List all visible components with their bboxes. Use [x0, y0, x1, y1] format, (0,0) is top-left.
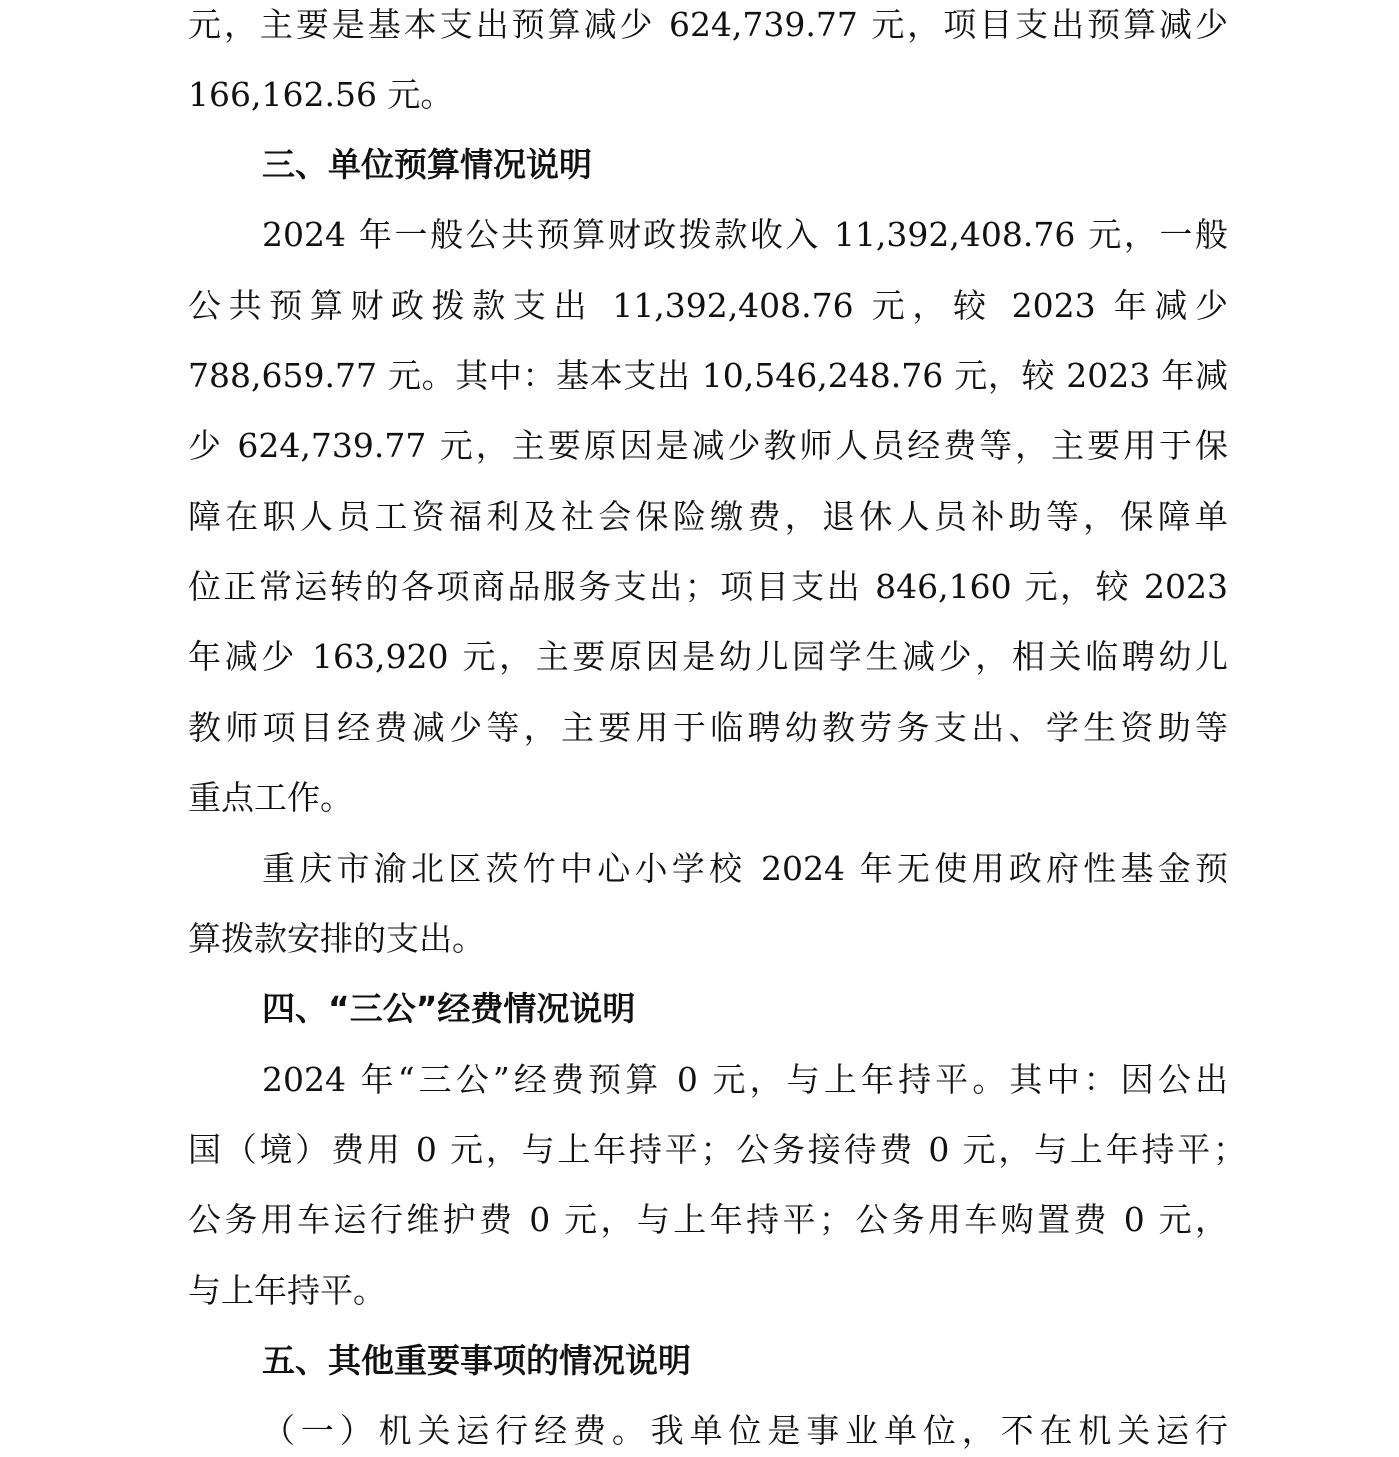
text-line: 公共预算财政拨款支出 11,392,408.76 元，较 2023 年减少 — [188, 286, 1228, 325]
text-line: 算拨款安排的支出。 — [188, 919, 485, 958]
text-line: 166,162.56 元。 — [188, 75, 454, 114]
section-heading: 三、单位预算情况说明 — [262, 145, 592, 184]
text-line: 障在职人员工资福利及社会保险缴费，退休人员补助等，保障单 — [188, 497, 1228, 536]
text-line: （一）机关运行经费。我单位是事业单位，不在机关运行 — [262, 1411, 1228, 1450]
text-line: 重点工作。 — [188, 778, 353, 817]
text-line: 788,659.77 元。其中：基本支出 10,546,248.76 元，较 2023 年减 — [188, 356, 1228, 395]
text-line: 元，主要是基本支出预算减少 624,739.77 元，项目支出预算减少 — [188, 5, 1228, 44]
text-line: 年减少 163,920 元，主要原因是幼儿园学生减少，相关临聘幼儿 — [188, 637, 1228, 676]
text-line: 国（境）费用 0 元，与上年持平；公务接待费 0 元，与上年持平； — [188, 1130, 1246, 1169]
text-line: 位正常运转的各项商品服务支出；项目支出 846,160 元，较 2023 — [188, 567, 1228, 606]
text-line: 与上年持平。 — [188, 1271, 386, 1310]
section-heading: 五、其他重要事项的情况说明 — [262, 1341, 691, 1380]
text-line: 公务用车运行维护费 0 元，与上年持平；公务用车购置费 0 元， — [188, 1200, 1228, 1239]
text-line: 2024 年“三公”经费预算 0 元，与上年持平。其中：因公出 — [262, 1060, 1228, 1099]
text-line: 少 624,739.77 元，主要原因是减少教师人员经费等，主要用于保 — [188, 426, 1228, 465]
text-line: 重庆市渝北区茨竹中心小学校 2024 年无使用政府性基金预 — [262, 849, 1228, 888]
text-line: 教师项目经费减少等，主要用于临聘幼教劳务支出、学生资助等 — [188, 708, 1228, 747]
section-heading: 四、“三公”经费情况说明 — [262, 989, 636, 1028]
text-line: 2024 年一般公共预算财政拨款收入 11,392,408.76 元，一般 — [262, 215, 1228, 254]
